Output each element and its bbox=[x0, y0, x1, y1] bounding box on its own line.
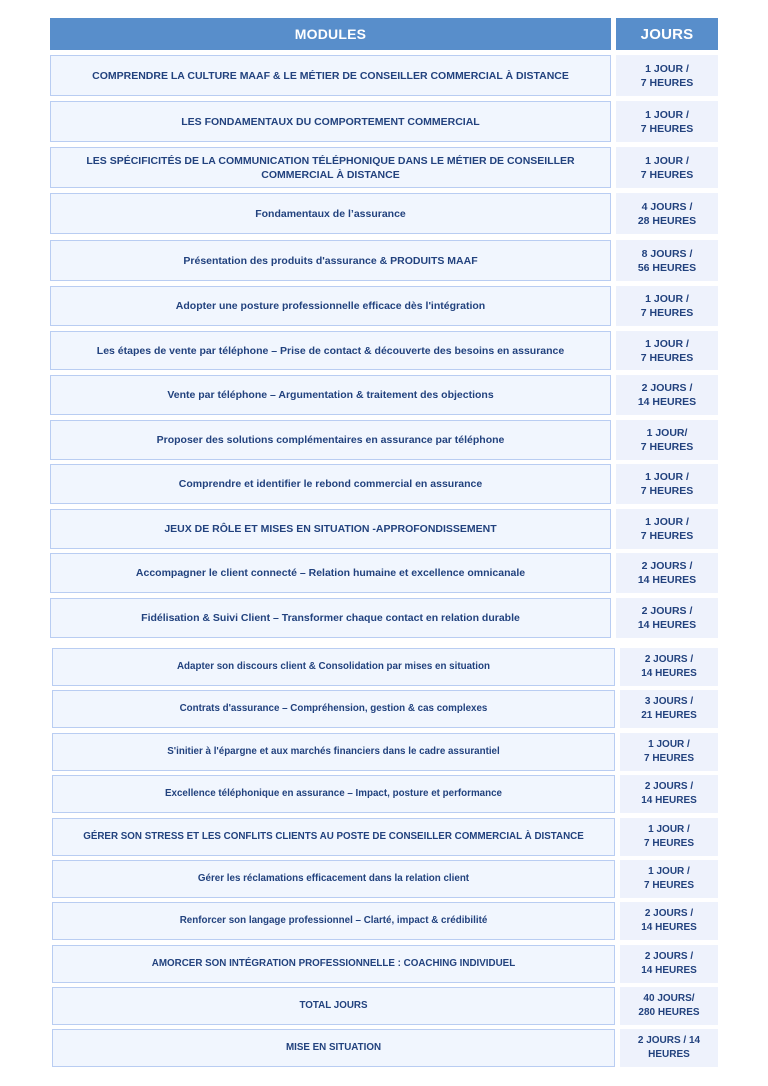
module-cell: LES FONDAMENTAUX DU COMPORTEMENT COMMERCIAL bbox=[50, 101, 611, 142]
duration-hours: 28 HEURES bbox=[637, 214, 697, 227]
duration-hours: 7 HEURES bbox=[640, 351, 694, 364]
duration-hours: 14 HEURES bbox=[637, 619, 697, 631]
module-cell: Accompagner le client connecté – Relation humaine et excellence omnicanale bbox=[50, 553, 611, 593]
duration-hours: 14 HEURES bbox=[641, 922, 697, 933]
module-cell: Présentation des produits d'assurance & PRODUITS MAAF bbox=[50, 240, 611, 281]
module-cell: LES SPÉCIFICITÉS DE LA COMMUNICATION TÉLÉPHONIQUE DANS LE MÉTIER DE CONSEILLER COMMERCIAL À DISTANCE bbox=[50, 147, 611, 188]
table-row bbox=[0, 101, 768, 142]
duration-days: 1 JOUR / bbox=[645, 154, 689, 167]
module-cell: Vente par téléphone – Argumentation & traitement des objections bbox=[50, 375, 611, 415]
duration-days: 2 JOURS / bbox=[644, 781, 694, 792]
duration-days: 2 JOURS / bbox=[641, 382, 693, 394]
table-row bbox=[0, 553, 768, 593]
duration-cell bbox=[616, 331, 718, 370]
duration-cell bbox=[620, 860, 718, 898]
module-cell: Contrats d'assurance – Compréhension, gestion & cas complexes bbox=[52, 690, 615, 728]
table-row bbox=[0, 987, 768, 1025]
duration-cell bbox=[620, 775, 718, 813]
table-row bbox=[0, 240, 768, 281]
module-cell: TOTAL JOURS bbox=[52, 987, 615, 1025]
duration-hours: 56 HEURES bbox=[637, 261, 697, 274]
duration-days: 40 JOURS/ bbox=[643, 993, 695, 1004]
module-cell: Excellence téléphonique en assurance – Impact, posture et performance bbox=[52, 775, 615, 813]
duration-cell bbox=[620, 1029, 718, 1067]
table-row bbox=[0, 193, 768, 234]
duration-cell bbox=[620, 733, 718, 771]
table-row bbox=[0, 147, 768, 188]
module-cell: MISE EN SITUATION bbox=[52, 1029, 615, 1067]
table-row bbox=[0, 55, 768, 96]
duration-cell bbox=[620, 648, 718, 686]
table-row bbox=[0, 733, 768, 771]
table-row bbox=[0, 598, 768, 638]
duration-cell bbox=[616, 598, 718, 638]
header-jours: JOURS bbox=[616, 18, 718, 50]
duration-hours: 7 HEURES bbox=[640, 530, 694, 542]
table-row bbox=[0, 331, 768, 370]
duration-cell bbox=[616, 286, 718, 326]
table-row bbox=[0, 375, 768, 415]
duration-days: 2 JOURS / bbox=[641, 560, 693, 572]
duration-hours: 14 HEURES bbox=[637, 396, 697, 408]
module-cell: Fidélisation & Suivi Client – Transformer chaque contact en relation durable bbox=[50, 598, 611, 638]
duration-days: 1 JOUR / bbox=[645, 516, 689, 528]
duration-days: 1 JOUR / bbox=[648, 866, 690, 877]
module-cell: Les étapes de vente par téléphone – Prise de contact & découverte des besoins en assurance bbox=[50, 331, 611, 370]
table-row bbox=[0, 420, 768, 460]
module-cell: Adopter une posture professionnelle efficace dès l'intégration bbox=[50, 286, 611, 326]
module-cell: Gérer les réclamations efficacement dans la relation client bbox=[52, 860, 615, 898]
duration-cell bbox=[620, 987, 718, 1025]
duration-days: 3 JOURS / bbox=[644, 696, 694, 707]
duration-hours: 7 HEURES bbox=[643, 753, 694, 764]
duration-days: 1 JOUR/ bbox=[646, 427, 688, 439]
duration-days: 4 JOURS / bbox=[641, 200, 693, 213]
duration-days: 1 JOUR / bbox=[645, 471, 689, 483]
duration-hours: 14 HEURES bbox=[641, 668, 697, 679]
duration-hours: 7 HEURES bbox=[643, 880, 694, 891]
duration-cell bbox=[616, 420, 718, 460]
duration-hours: 7 HEURES bbox=[640, 441, 694, 453]
duration-days: 1 JOUR / bbox=[648, 739, 690, 750]
duration-hours: 14 HEURES bbox=[637, 574, 697, 586]
table-row bbox=[0, 902, 768, 940]
duration-days: 2 JOURS / bbox=[644, 654, 694, 665]
header-modules: MODULES bbox=[50, 18, 611, 50]
duration-hours: 7 HEURES bbox=[640, 76, 694, 89]
duration-days: 2 JOURS / 14 bbox=[637, 1035, 701, 1046]
duration-cell bbox=[616, 464, 718, 504]
duration-hours: 7 HEURES bbox=[640, 168, 694, 181]
duration-cell bbox=[620, 690, 718, 728]
duration-hours: 14 HEURES bbox=[641, 965, 697, 976]
module-cell: AMORCER SON INTÉGRATION PROFESSIONNELLE : COACHING INDIVIDUEL bbox=[52, 945, 615, 983]
duration-cell bbox=[616, 375, 718, 415]
module-cell: Comprendre et identifier le rebond commercial en assurance bbox=[50, 464, 611, 504]
duration-hours: 14 HEURES bbox=[641, 795, 697, 806]
duration-days: 1 JOUR / bbox=[648, 824, 690, 835]
duration-days: 8 JOURS / bbox=[641, 247, 693, 260]
duration-hours: 7 HEURES bbox=[640, 307, 694, 319]
duration-days: 2 JOURS / bbox=[644, 908, 694, 919]
table-row bbox=[0, 509, 768, 549]
duration-cell bbox=[620, 945, 718, 983]
table-row bbox=[0, 818, 768, 856]
duration-hours: 280 HEURES bbox=[638, 1007, 700, 1018]
table-row bbox=[0, 860, 768, 898]
duration-hours: 21 HEURES bbox=[641, 710, 697, 721]
duration-hours: 7 HEURES bbox=[643, 838, 694, 849]
module-cell: Proposer des solutions complémentaires en assurance par téléphone bbox=[50, 420, 611, 460]
duration-days: 1 JOUR / bbox=[645, 293, 689, 305]
module-cell: Adapter son discours client & Consolidation par mises en situation bbox=[52, 648, 615, 686]
duration-cell bbox=[616, 509, 718, 549]
module-cell: JEUX DE RÔLE ET MISES EN SITUATION -APPROFONDISSEMENT bbox=[50, 509, 611, 549]
module-cell: Fondamentaux de l’assurance bbox=[50, 193, 611, 234]
duration-cell bbox=[616, 193, 718, 234]
duration-days: 2 JOURS / bbox=[641, 605, 693, 617]
duration-days: 1 JOUR / bbox=[645, 337, 689, 350]
table-row bbox=[0, 945, 768, 983]
table-row bbox=[0, 286, 768, 326]
duration-days: 1 JOUR / bbox=[645, 108, 689, 121]
duration-cell bbox=[616, 147, 718, 188]
table-row bbox=[0, 464, 768, 504]
module-cell: S'initier à l'épargne et aux marchés financiers dans le cadre assurantiel bbox=[52, 733, 615, 771]
duration-hours: 7 HEURES bbox=[640, 485, 694, 497]
duration-hours: HEURES bbox=[648, 1049, 690, 1060]
duration-cell bbox=[620, 902, 718, 940]
duration-cell bbox=[616, 553, 718, 593]
module-cell: COMPRENDRE LA CULTURE MAAF & LE MÉTIER DE CONSEILLER COMMERCIAL À DISTANCE bbox=[50, 55, 611, 96]
module-cell: Renforcer son langage professionnel – Clarté, impact & crédibilité bbox=[52, 902, 615, 940]
duration-days: 2 JOURS / bbox=[644, 951, 694, 962]
table-row bbox=[0, 690, 768, 728]
module-cell: GÉRER SON STRESS ET LES CONFLITS CLIENTS AU POSTE DE CONSEILLER COMMERCIAL À DISTANCE bbox=[52, 818, 615, 856]
duration-cell bbox=[616, 55, 718, 96]
duration-hours: 7 HEURES bbox=[640, 122, 694, 135]
duration-days: 1 JOUR / bbox=[645, 62, 689, 75]
duration-cell bbox=[620, 818, 718, 856]
duration-cell bbox=[616, 101, 718, 142]
table-row bbox=[0, 1029, 768, 1067]
table-row bbox=[0, 775, 768, 813]
table-row bbox=[0, 648, 768, 686]
duration-cell bbox=[616, 240, 718, 281]
